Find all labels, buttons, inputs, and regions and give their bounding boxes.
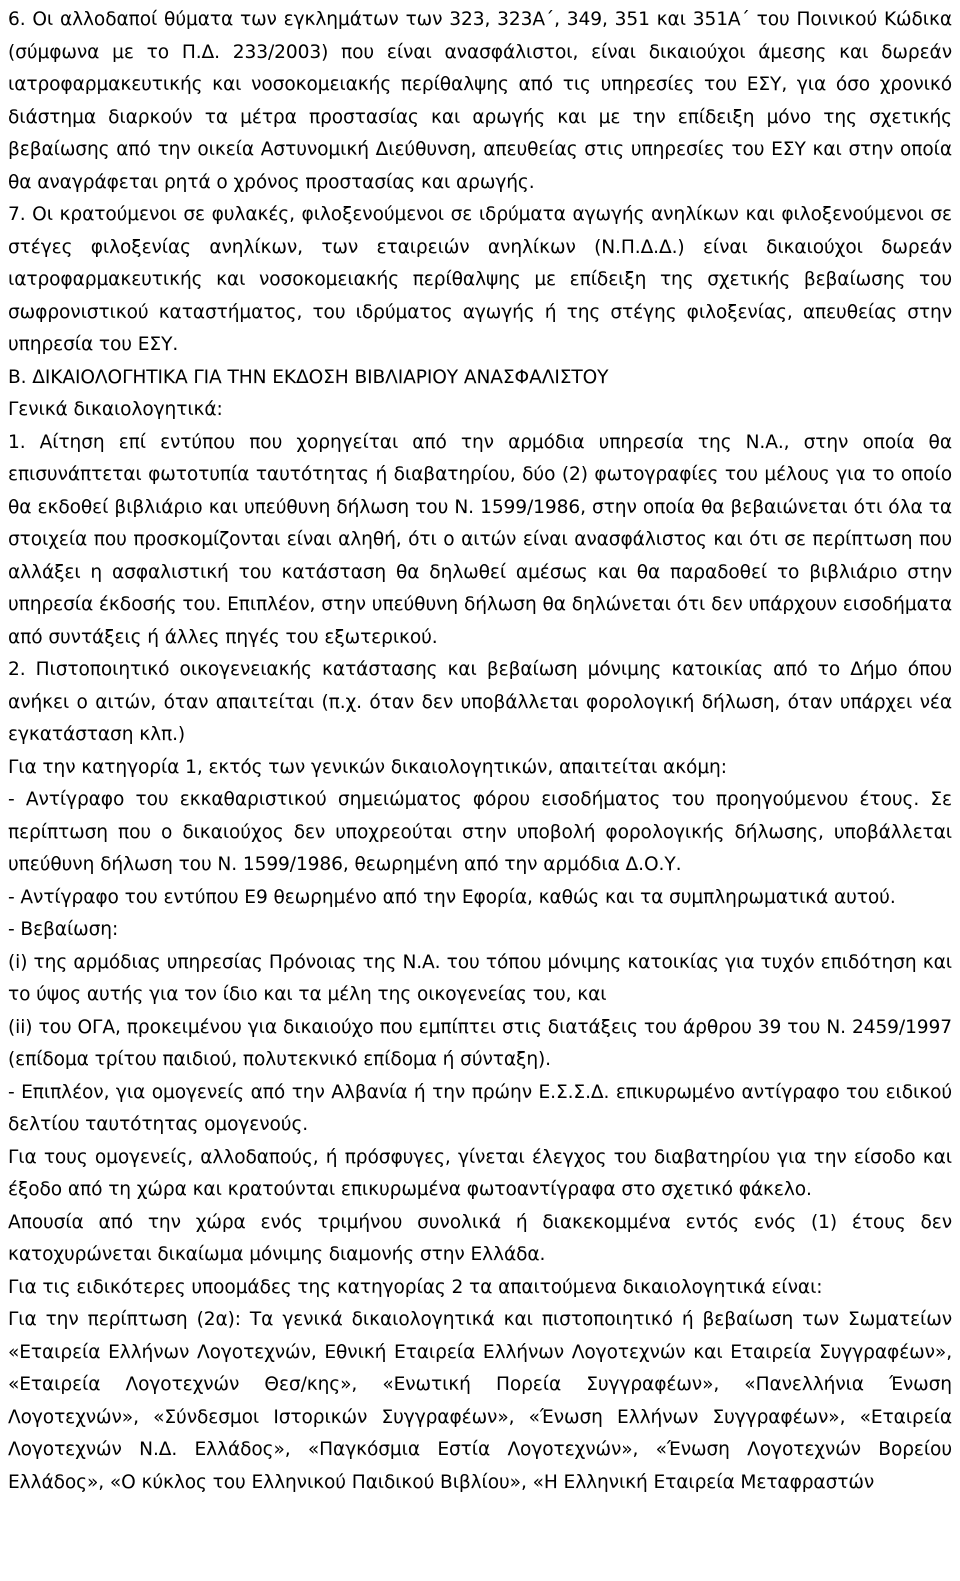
general-item-2: 2. Πιστοποιητικό οικογενειακής κατάστασης και βεβαίωση μόνιμης κατοικίας από το Δήμο όπου ανήκει ο αιτών, όταν απαιτείται (π.χ. όταν δεν υποβάλλεται φορολογική δήλωση, όταν υπάρχει νέα εγκατάσταση κλπ.) [8, 659, 952, 745]
category1-item-oga: (ii) του ΟΓΑ, προκειμένου για δικαιούχο που εμπίπτει στις διατάξεις του άρθρου 39 του Ν. 2459/1997 (επίδομα τρίτου παιδιού, πολυτεκνικό επίδομα ή σύνταξη). [8, 1016, 952, 1070]
general-documents-heading: Γενικά δικαιολογητικά: [8, 399, 223, 420]
subgroups-heading: Για τις ειδικότερες υποομάδες της κατηγορίας 2 τα απαιτούμενα δικαιολογητικά είναι: [8, 1276, 823, 1298]
absence-paragraph: Απουσία από την χώρα ενός τριμήνου συνολικά ή διακεκομμένα εντός ενός (1) έτους δεν κατοχυρώνεται δικαίωμα μόνιμης διαμονής στην Ελλάδα. [8, 1211, 952, 1265]
category1-item-tax-statement: - Αντίγραφο του εκκαθαριστικού σημειώματος φόρου εισοδήματος του προηγούμενου έτους. Σε περίπτωση που ο δικαιούχος δεν υποχρεούται στην υποβολή φορολογικής δήλωσης, υποβάλλεται υπεύθυνη δήλωση του Ν. 1599/1986, θεωρημένη από την αρμόδια Δ.Ο.Υ. [8, 789, 952, 875]
category1-item-welfare: (i) της αρμόδιας υπηρεσίας Πρόνοιας της Ν.Α. του τόπου μόνιμης κατοικίας για τυχόν επιδότηση και το ύψος αυτής για τον ίδιο και τα μέλη της οικογενείας του, και [8, 951, 952, 1005]
case-2a-paragraph: Για την περίπτωση (2α): Τα γενικά δικαιολογητικά και πιστοποιητικό ή βεβαίωση των Σωματείων «Εταιρεία Ελλήνων Λογοτεχνών, Εθνική Εταιρεία Ελλήνων Λογοτεχνών και Εταιρεία Συγγραφέων», «Εταιρεία Λογοτεχνών Θεσ/κης», «Ενωτική Πορεία Συγγραφέων», «Πανελλήνια Ένωση Λογοτεχνών», «Σύνδεσμοι Ιστορικών Συγγραφέων», «Ένωση Ελλήνων Συγγραφέων», «Εταιρεία Λογοτεχνών Ν.Δ. Ελλάδος», «Παγκόσμια Εστία Λογοτεχνών», «Ένωση Λογοτεχνών Βορείου Ελλάδος», «Ο κύκλος του Ελληνικού Παιδικού Βιβλίου», «Η Ελληνική Εταιρεία Μεταφραστών [8, 1309, 952, 1493]
category1-item-expatriates: - Επιπλέον, για ομογενείς από την Αλβανία ή την πρώην Ε.Σ.Σ.Δ. επικυρωμένο αντίγραφο του ειδικού δελτίου ταυτότητας ομογενούς. [8, 1081, 952, 1135]
paragraph-item-6: 6. Οι αλλοδαποί θύματα των εγκλημάτων των 323, 323Α΄, 349, 351 και 351Α΄ του Ποινικού Κώδικα (σύμφωνα με το Π.Δ. 233/2003) που είναι ανασφάλιστοι, είναι δικαιούχοι άμεσης και δωρεάν ιατροφαρμακευτικής και νοσοκομειακής περίθαλψης από τις υπηρεσίες του ΕΣΥ, για όσο χρονικό διάστημα διαρκούν τα μέτρα προστασίας και αρωγής και με την επίδειξη μόνο της σχετικής βεβαίωσης από την οικεία Αστυνομική Διεύθυνση, απευθείας στις υπηρεσίες του ΕΣΥ και στην οποία θα αναγράφεται ρητά ο χρόνος προστασίας και αρωγής. [8, 9, 952, 193]
category1-heading: Για την κατηγορία 1, εκτός των γενικών δικαιολογητικών, απαιτείται ακόμη: [8, 756, 727, 778]
document-page [8, 4, 952, 1499]
general-item-1: 1. Αίτηση επί εντύπου που χορηγείται από την αρμόδια υπηρεσία της Ν.Α., στην οποία θα επισυνάπτεται φωτοτυπία ταυτότητας ή διαβατηρίου, δύο (2) φωτογραφίες του μέλους για το οποίο θα εκδοθεί βιβλιάριο και υπεύθυνη δήλωση του Ν. 1599/1986, στην οποία θα βεβαιώνεται ότι όλα τα στοιχεία που προσκομίζονται είναι αληθή, ότι ο αιτών είναι ανασφάλιστος και ότι σε περίπτωση που αλλάξει η ασφαλιστική του κατάσταση θα δηλωθεί αμέσως και θα παραδοθεί το βιβλιάριο στην υπηρεσία έκδοσής του. Επιπλέον, στην υπεύθυνη δήλωση θα δηλώνεται ότι δεν υπάρχουν εισοδήματα από συντάξεις ή άλλες πηγές του εξωτερικού. [8, 431, 952, 648]
category1-item-certificate: - Βεβαίωση: [8, 919, 119, 940]
section-heading: Β. ΔΙΚΑΙΟΛΟΓΗΤΙΚΑ ΓΙΑ ΤΗΝ ΕΚΔΟΣΗ ΒΙΒΛΙΑΡΙΟΥ ΑΝΑΣΦΑΛΙΣΤΟΥ [8, 366, 609, 388]
passport-check-paragraph: Για τους ομογενείς, αλλοδαπούς, ή πρόσφυγες, γίνεται έλεγχος του διαβατηρίου για την είσοδο και έξοδο από τη χώρα και κρατούνται επικυρωμένα φωτοαντίγραφα στο σχετικό φάκελο. [8, 1146, 952, 1200]
category1-item-e9-form: - Αντίγραφο του εντύπου Ε9 θεωρημένο από την Εφορία, καθώς και τα συμπληρωματικά αυτού. [8, 886, 896, 908]
paragraph-item-7: 7. Οι κρατούμενοι σε φυλακές, φιλοξενούμενοι σε ιδρύματα αγωγής ανηλίκων και φιλοξενούμενοι σε στέγες φιλοξενίας ανηλίκων, των εταιρειών ανηλίκων (Ν.Π.Δ.Δ.) είναι δικαιούχοι δωρεάν ιατροφαρμακευτικής και νοσοκομειακής περίθαλψης με επίδειξη της σχετικής βεβαίωσης του σωφρονιστικού καταστήματος, του ιδρύματος αγωγής ή της στέγης φιλοξενίας, απευθείας στην υπηρεσία του ΕΣΥ. [8, 204, 952, 355]
